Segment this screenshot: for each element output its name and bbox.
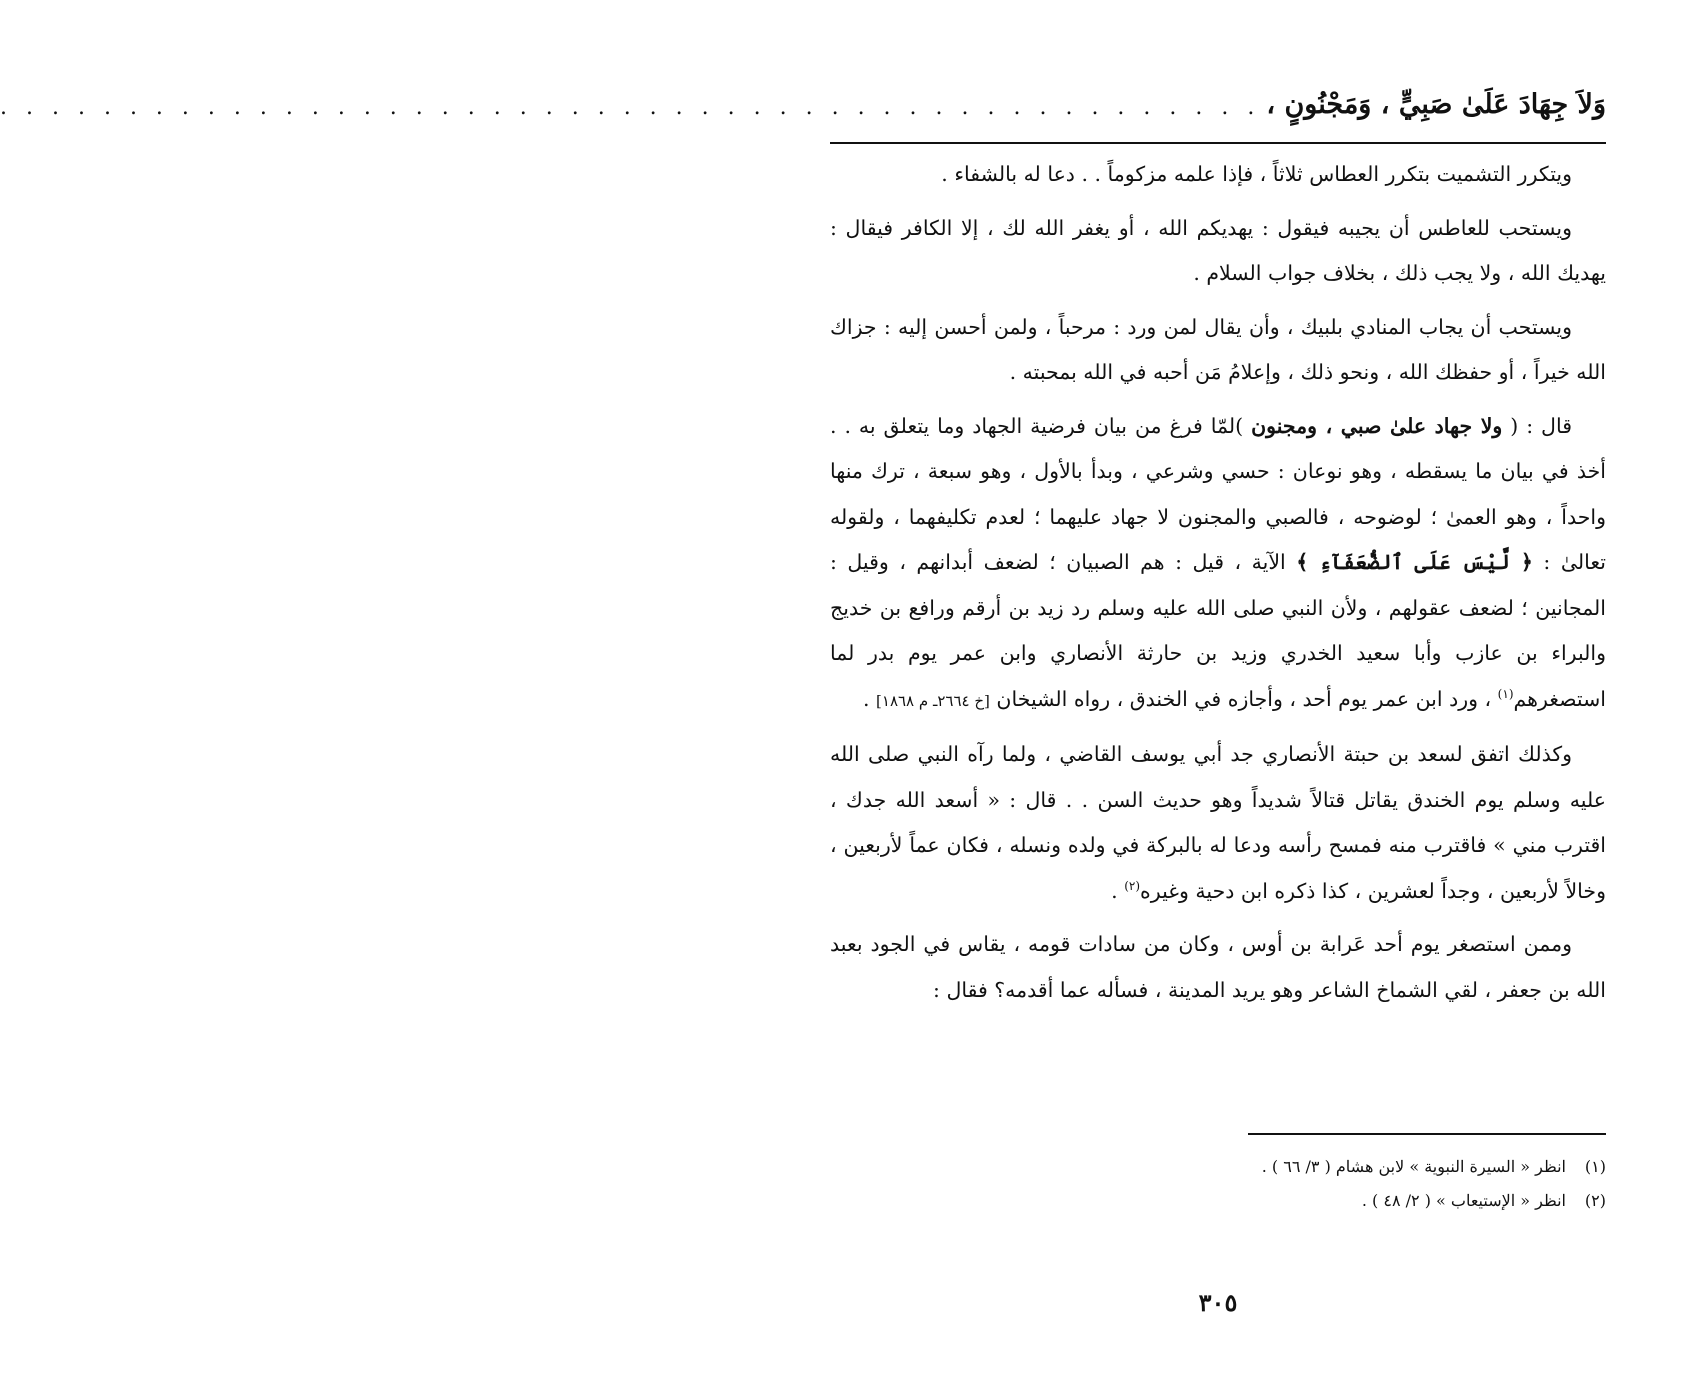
paragraph-araba-bin-aws (830, 922, 1606, 1013)
footnote-ref-2[interactable]: (٢) (1124, 878, 1141, 893)
paragraph-text: ، ورد ابن عمر يوم أحد ، وأجازه في الخندق ، رواه الشيخان (989, 686, 1498, 711)
paragraph-text: وكذلك اتفق لسعد بن حبتة الأنصاري جد أبي يوسف القاضي ، ولما رآه النبي صلى الله عليه وسلم يوم الخندق يقاتل قتالاً شديداً وهو حديث السن . . قال : « أسعد الله جدك ، اقترب مني » فاقترب منه فمسح رأسه ودعا له بالبركة في ولده ونسله ، فكان عماً لأربعين ، وخالاً لأربعين ، وجداً لعشرين ، كذا ذكره ابن دحية وغيره (830, 742, 1606, 903)
paragraph-text: ويتكرر التشميت بتكرر العطاس ثلاثاً ، فإذا علمه مزكوماً . . دعا له بالشفاء . (941, 162, 1572, 186)
quran-verse: ﴿ لَّيْسَ عَلَى ٱلضُّعَفَآءِ ﴾ (1296, 550, 1533, 574)
footnote-text: انظر « السيرة النبوية » لابن هشام ( ٣/ ٦٦ ) . (1261, 1157, 1566, 1176)
paragraph-text: الآية ، قيل : هم الصبيان ؛ لضعف أبدانهم ، وقيل : المجانين ؛ لضعف عقولهم ، ولأن النبي صلى الله عليه وسلم رد زيد بن أرقم ورافع بن خديج والبراء بن عازب وأبا سعيد الخدري وزيد بن حارثة الأنصاري وابن عمر يوم بدر لما استصغرهم (830, 550, 1606, 711)
paragraph-jihad-exemption (830, 404, 1606, 725)
hadith-citation: [خ ٢٦٦٤ـ م ١٨٦٨] (876, 691, 990, 710)
page-number: ٣٠٥ (1198, 1288, 1238, 1317)
paragraph-text: ويستحب للعاطس أن يجيبه فيقول : يهديكم الله ، أو يغفر الله لك ، إلا الكافر فيقال : يهديك الله ، ولا يجب ذلك ، بخلاف جواب السلام . (830, 215, 1606, 285)
paragraph-text: وممن استصغر يوم أحد عَرابة بن أوس ، وكان من سادات قومه ، يقاس في الجود بعبد الله بن جعفر ، لقي الشماخ الشاعر وهو يريد المدينة ، فسأله عما أقدمه؟ فقال : (830, 932, 1606, 1002)
footnotes (830, 1150, 1606, 1218)
footnote-number: (٢) (1584, 1191, 1606, 1210)
header-title: وَلاَ جِهَادَ عَلَىٰ صَبِيٍّ ، وَمَجْنُونٍ ، (1266, 89, 1606, 120)
footnote-number: (١) (1584, 1157, 1606, 1176)
header-divider (830, 142, 1606, 144)
header-dot-leader: . . . . . . . . . . . . . . . . . . . . . . . . . . . . . . . . . . . . . . . . . . . . . . . . . (0, 95, 1261, 120)
footnote-ref-1[interactable]: (١) (1497, 686, 1514, 701)
paragraph-text: )لمّا فرغ من بيان فرضية الجهاد وما يتعلق به . . أخذ في بيان ما يسقطه ، وهو نوعان : حسي وشرعي ، وبدأ بالأول ، وهو سبعة ، ترك منها واحداً ، وهو العمىٰ ؛ لوضوحه ، فالصبي والمجنون لا جهاد عليهما ؛ لعدم تكليفهما ، ولقوله تعالىٰ : (830, 413, 1606, 574)
paragraph-greetings (830, 305, 1606, 396)
footnote-divider (1248, 1133, 1606, 1135)
main-text (830, 152, 1606, 1021)
running-header (0, 70, 1606, 120)
paragraph-sneezing-repeat (830, 152, 1606, 198)
footnote-text: انظر « الإستيعاب » ( ٢/ ٤٨ ) . (1361, 1191, 1566, 1210)
paragraph-saad-bin-habta (830, 732, 1606, 914)
footnote-1 (830, 1150, 1606, 1184)
paragraph-sneezer-reply (830, 206, 1606, 297)
matn-quote: ولا جهاد علىٰ صبي ، ومجنون (1251, 413, 1503, 438)
paragraph-text: . (862, 686, 877, 711)
paragraph-text: قال : ( (1502, 413, 1573, 438)
footnote-2 (830, 1184, 1606, 1218)
paragraph-text: ويستحب أن يجاب المنادي بلبيك ، وأن يقال لمن ورد : مرحباً ، ولمن أحسن إليه : جزاك الله خيراً ، أو حفظك الله ، ونحو ذلك ، وإعلامُ مَن أحبه في الله بمحبته . (830, 314, 1606, 384)
paragraph-text: . (1111, 878, 1125, 903)
